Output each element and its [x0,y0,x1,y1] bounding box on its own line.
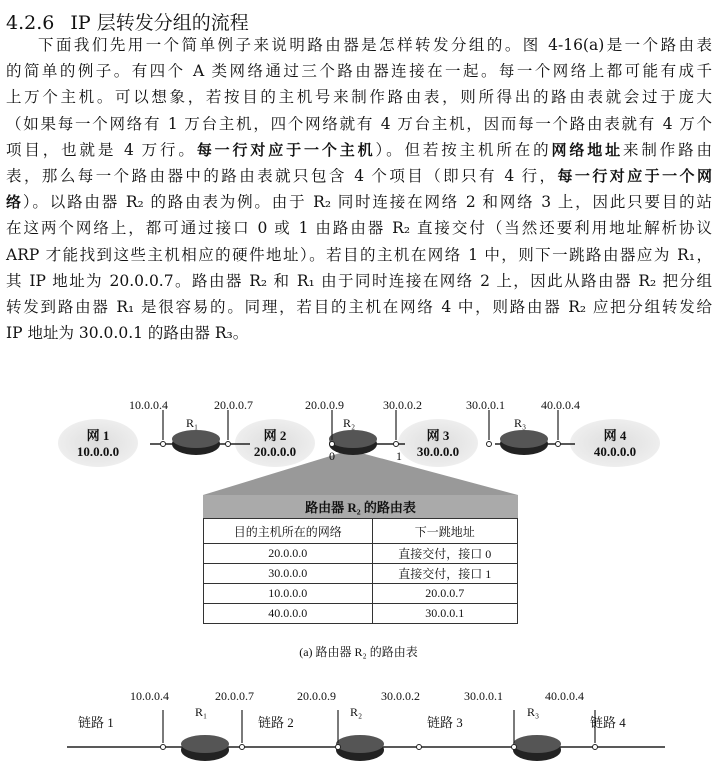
ip-label: 40.0.0.4 [541,398,580,412]
text-segment: 下面我们先用一个简单例子来说明路由器是怎样转发分组的。图 4-16(a)是一个路由表 [38,36,712,54]
link-label: 链路 4 [590,715,626,730]
network-3: 网 3 30.0.0.0 [416,428,460,459]
router-label: R₂ [350,705,363,719]
bold-text: 网络地址 [551,140,623,159]
figure-a-caption: (a) 路由器 R₂ 的路由表 [299,645,418,659]
text-segment: 其 IP 地址为 20.0.0.7。路由器 R₂ 和 R₁ 由于同时连接在网络 2 上，因此从路由器 R₂ 把分组 [6,271,712,290]
text-line [6,111,712,137]
table-header: 下一跳地址 [372,519,517,544]
port-label: 0 [329,449,335,463]
cell: 直接交付，接口 1 [372,564,517,584]
cell: 30.0.0.0 [204,564,373,584]
bold-text: 每一行对应于一个主机 [196,140,376,159]
text-line [6,58,712,84]
network-4: 网 4 40.0.0.0 [593,428,637,459]
text-segment: 转发到路由器 R₁ 是很容易的。同理，若目的主机在网络 4 中，则路由器 R₂ 应把分组转发给 [6,297,712,316]
ip-label: 40.0.0.4 [545,689,584,703]
cell: 30.0.0.1 [372,604,517,624]
network-1: 网 1 10.0.0.0 [76,428,120,459]
cell: 直接交付，接口 0 [372,544,517,564]
cell: 20.0.0.0 [204,544,373,564]
text-line [6,215,712,241]
ip-label: 30.0.0.2 [381,689,420,703]
table-row [204,544,518,564]
router-label: R₁ [195,705,208,719]
text-segment: 在这两个网络上，都可通过接口 0 或 1 由路由器 R₂ 直接交付（当然还要利用地址解析协议 [6,219,712,238]
text-segment: 的简单的例子。有四个 A 类网络通过三个路由器连接在一起。每一个网络上都可能有成千 [6,62,712,81]
routing-table [203,518,518,624]
port-label: 1 [396,449,402,463]
cell: 40.0.0.0 [204,604,373,624]
text-segment: 表，那么每一个路由器中的路由表就只包含 4 个项目（即只有 4 行， [6,166,558,185]
text-line [6,189,712,215]
link-label: 链路 3 [427,715,463,730]
text-segment: 来制作路由 [622,140,712,159]
text-line [6,163,712,189]
ip-label: 20.0.0.9 [305,398,344,412]
ip-label: 30.0.0.1 [466,398,505,412]
text-line [6,268,712,294]
ip-label: 30.0.0.2 [383,398,422,412]
routers [181,735,561,761]
ip-label: 10.0.0.4 [130,689,169,703]
text-segment: 上万个主机。可以想象，若按目的主机号来制作路由表，则所得出的路由表就会过于庞大 [6,88,712,107]
text-segment: 项目，也就是 4 万行。 [6,140,197,159]
cell: 10.0.0.0 [204,584,373,604]
text-segment: ARP 才能找到这些主机相应的硬件地址）。若目的主机在网络 1 中，则下一跳路由器应为 R₁， [6,245,712,264]
link-label: 链路 1 [78,715,114,730]
network-2: 网 2 20.0.0.0 [253,428,297,459]
text-line [6,294,712,320]
section-heading [6,8,249,35]
body-paragraph [6,32,712,346]
router-label: R₂ [343,416,356,430]
ip-label: 30.0.0.1 [464,689,503,703]
ip-label: 20.0.0.7 [215,689,254,703]
table-row [204,584,518,604]
table-row [204,564,518,584]
text-segment: ）。但若按主机所在的 [375,140,552,159]
text-segment: ）。以路由器 R₂ 的路由表为例。由于 R₂ 同时连接在网络 2 和网络 3 上，因此只要目的站 [22,193,712,212]
text-segment: IP 地址为 30.0.0.1 的路由器 R₃。 [6,324,249,343]
text-line [6,320,712,346]
table-row [204,604,518,624]
router-label: R₃ [514,416,527,430]
router-label: R₃ [527,705,540,719]
table-header: 目的主机所在的网络 [204,519,373,544]
bold-text: 络 [6,193,23,212]
section-title: IP 层转发分组的流程 [70,12,249,34]
ip-label: 20.0.0.7 [214,398,253,412]
text-line [6,84,712,110]
ip-label: 20.0.0.9 [297,689,336,703]
text-line [6,32,712,58]
section-number: 4.2.6 [6,12,55,34]
text-line [6,137,712,163]
routing-table-title: 路由器 R₂ 的路由表 [305,500,416,515]
cell: 20.0.0.7 [372,584,517,604]
ip-label: 10.0.0.4 [129,398,168,412]
router-label: R₁ [186,416,199,430]
link-label: 链路 2 [258,715,294,730]
text-line [6,242,712,268]
bold-text: 每一行对应于一个网 [557,166,712,185]
text-segment: （如果每一个网络有 1 万台主机，四个网络就有 4 万台主机，因而每一个路由表就有 4 万个 [6,114,712,133]
